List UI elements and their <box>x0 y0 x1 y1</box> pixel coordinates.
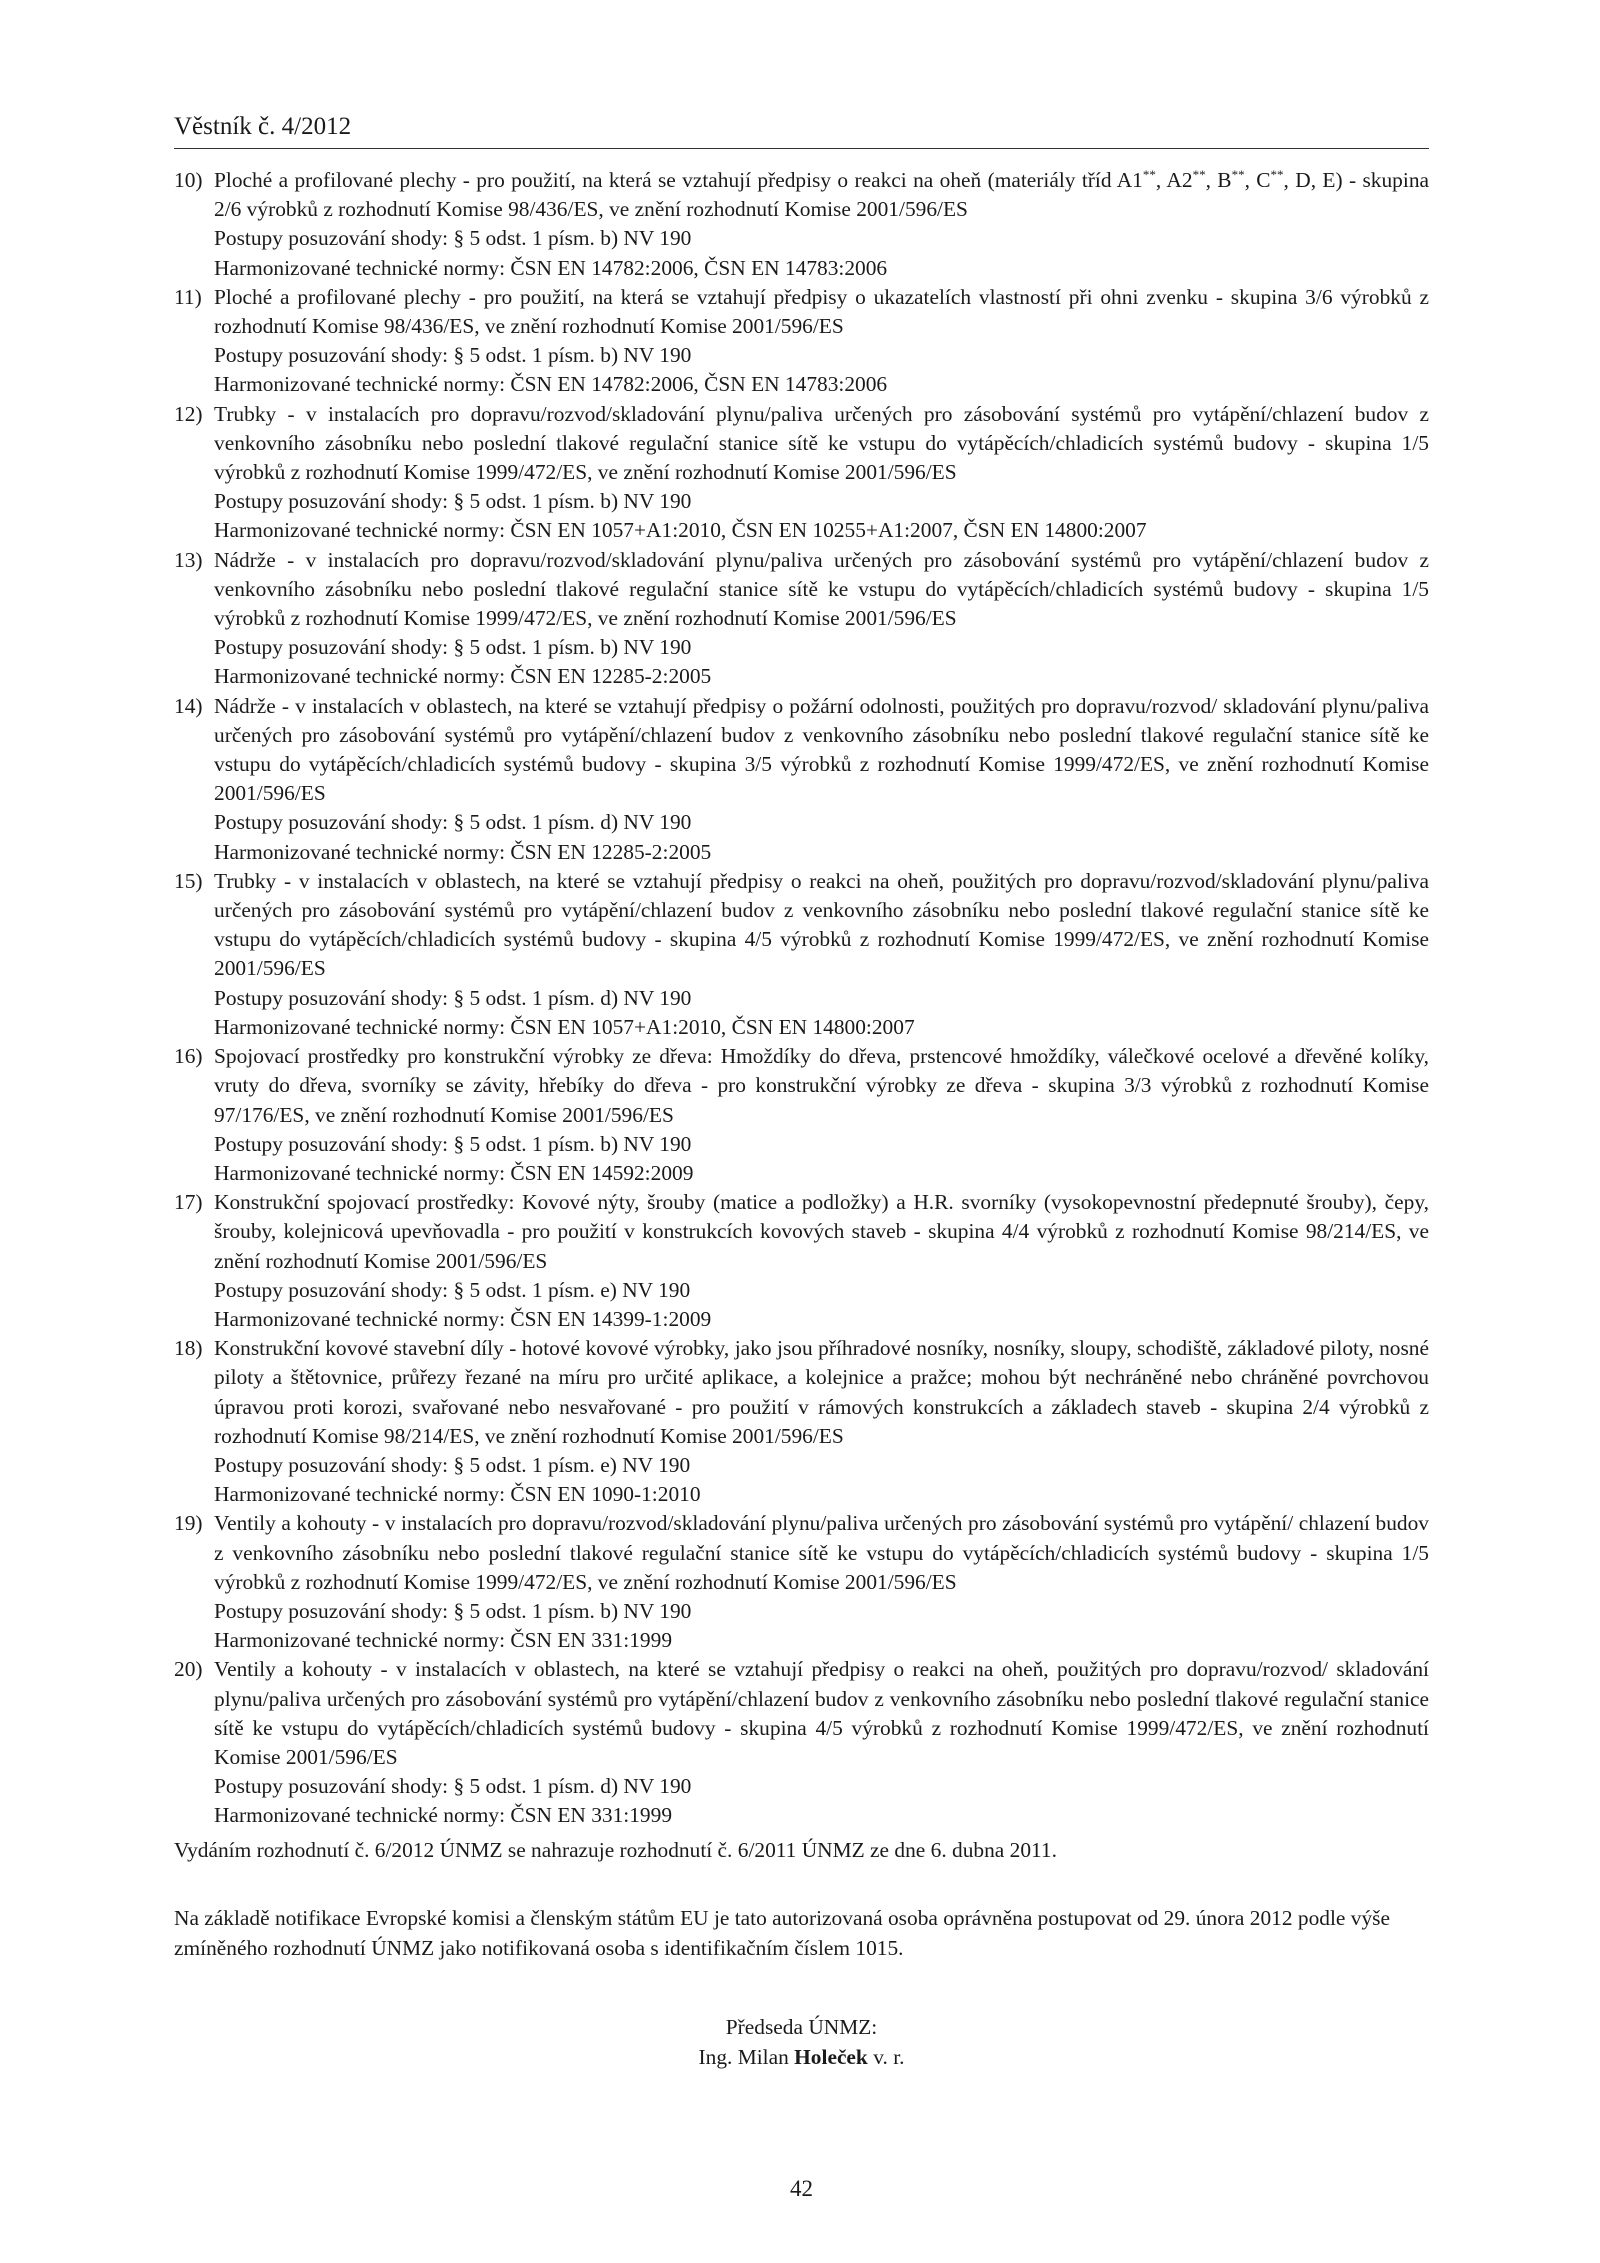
list-item <box>174 1509 1429 1655</box>
item-body <box>214 166 1429 283</box>
signature-role: Předseda ÚNMZ: <box>725 2015 878 2039</box>
item-description: Ploché a profilované plechy - pro použití, na která se vztahují předpisy o reakci na oheň (materiály tříd A1**, A2**, B**, C**, D, E) - skupina 2/6 výrobků z rozhodnutí Komise 98/436/ES, ve znění rozhodnutí Komise 2001/596/ES <box>214 166 1430 222</box>
item-procedure: Postupy posuzování shody: § 5 odst. 1 písm. d) NV 190 <box>214 985 692 1010</box>
item-description: Trubky - v instalacích pro dopravu/rozvod/skladování plynu/paliva určených pro zásobování systémů pro vytápění/chlazení budov z venkovního zásobníku nebo poslední tlakové regulační stanice sítě ke vstupu do vytápěcích/chladicích systémů budovy - skupina 1/5 výrobků z rozhodnutí Komise 1999/472/ES, ve znění rozhodnutí Komise 2001/596/ES <box>214 401 1429 485</box>
list-item <box>174 1334 1429 1509</box>
item-description: Nádrže - v instalacích pro dopravu/rozvod/skladování plynu/paliva určených pro zásobování systémů pro vytápění/chlazení budov z venkovního zásobníku nebo poslední tlakové regulační stanice sítě ke vstupu do vytápěcích/chladicích systémů budovy - skupina 1/5 výrobků z rozhodnutí Komise 1999/472/ES, ve znění rozhodnutí Komise 2001/596/ES <box>214 547 1429 631</box>
item-norms: Harmonizované technické normy: ČSN EN 14782:2006, ČSN EN 14783:2006 <box>214 255 888 280</box>
item-procedure: Postupy posuzování shody: § 5 odst. 1 písm. e) NV 190 <box>214 1452 691 1477</box>
list-item <box>174 1042 1429 1188</box>
list-item <box>174 867 1429 1042</box>
signature-block <box>174 2012 1429 2072</box>
item-description: Ventily a kohouty - v instalacích v oblastech, na které se vztahují předpisy o reakci na oheň, použitých pro dopravu/rozvod/ skladování plynu/paliva určených pro zásobování systémů pro vytápění/chlazení budov z venkovního zásobníku nebo poslední tlakové regulační stanice sítě ke vstupu do vytápěcích/chladicích systémů budovy - skupina 4/5 výrobků z rozhodnutí Komise 1999/472/ES, ve znění rozhodnutí Komise 2001/596/ES <box>214 1657 1429 1769</box>
journal-title: Věstník č. 4/2012 <box>174 113 352 140</box>
item-norms: Harmonizované technické normy: ČSN EN 12285-2:2005 <box>214 664 712 689</box>
item-number: 11) <box>174 284 202 309</box>
signature-name-prefix: Ing. Milan <box>698 2045 789 2069</box>
item-norms: Harmonizované technické normy: ČSN EN 14399-1:2009 <box>214 1306 712 1331</box>
signature-name-suffix: v. r. <box>873 2045 905 2069</box>
item-number: 16) <box>174 1044 203 1069</box>
page-header <box>174 112 1429 149</box>
item-procedure: Postupy posuzování shody: § 5 odst. 1 písm. b) NV 190 <box>214 343 692 368</box>
item-description: Ploché a profilované plechy - pro použití, na která se vztahují předpisy o ukazatelích vlastností při ohni zvenku - skupina 3/6 výrobků z rozhodnutí Komise 98/436/ES, ve znění rozhodnutí Komise 2001/596/ES <box>214 284 1429 339</box>
list-item <box>174 1188 1429 1334</box>
item-norms: Harmonizované technické normy: ČSN EN 14592:2009 <box>214 1160 694 1185</box>
item-body <box>214 400 1429 546</box>
item-number: 13) <box>174 547 203 572</box>
signature-name-surname: Holeček <box>794 2045 868 2069</box>
item-description: Trubky - v instalacích v oblastech, na které se vztahují předpisy o reakci na oheň, použitých pro dopravu/rozvod/skladování plynu/paliva určených pro zásobování systémů pro vytápění/chlazení budov z venkovního zásobníku nebo poslední tlakové regulační stanice sítě ke vstupu do vytápěcích/chladicích systémů budovy - skupina 4/5 výrobků z rozhodnutí Komise 1999/472/ES, ve znění rozhodnutí Komise 2001/596/ES <box>214 868 1429 981</box>
item-body <box>214 283 1429 400</box>
item-list <box>174 166 1429 1831</box>
item-number: 17) <box>174 1190 203 1215</box>
item-body <box>214 546 1429 692</box>
item-number: 10) <box>174 168 203 192</box>
item-norms: Harmonizované technické normy: ČSN EN 331:1999 <box>214 1803 673 1828</box>
item-number: 20) <box>174 1657 203 1682</box>
list-item <box>174 1655 1429 1830</box>
item-body <box>214 1334 1429 1509</box>
item-body <box>214 1655 1429 1830</box>
item-number: 18) <box>174 1336 203 1361</box>
signature-name <box>174 2042 1429 2072</box>
item-description: Nádrže - v instalacích v oblastech, na které se vztahují předpisy o požární odolnosti, použitých pro dopravu/rozvod/ skladování plynu/paliva určených pro zásobování systémů pro vytápění/chlazení budov z venkovního zásobníku nebo poslední tlakové regulační stanice sítě ke vstupu do vytápěcích/chladicích systémů budovy - skupina 3/5 výrobků z rozhodnutí Komise 1999/472/ES, ve znění rozhodnutí Komise 2001/596/ES <box>214 693 1429 806</box>
item-description: Spojovací prostředky pro konstrukční výrobky ze dřeva: Hmoždíky do dřeva, prstencové hmoždíky, válečkové ocelové a dřevěné kolíky, vruty do dřeva, svorníky se závity, hřebíky do dřeva - pro konstrukční výrobky ze dřeva - skupina 3/3 výrobků z rozhodnutí Komise 97/176/ES, ve znění rozhodnutí Komise 2001/596/ES <box>214 1044 1429 1127</box>
item-norms: Harmonizované technické normy: ČSN EN 1057+A1:2010, ČSN EN 14800:2007 <box>214 1014 915 1039</box>
page-number: 42 <box>790 2176 813 2201</box>
item-number: 19) <box>174 1511 203 1536</box>
item-body <box>214 867 1429 1042</box>
item-norms: Harmonizované technické normy: ČSN EN 331:1999 <box>214 1628 673 1653</box>
item-procedure: Postupy posuzování shody: § 5 odst. 1 písm. b) NV 190 <box>214 226 692 251</box>
item-norms: Harmonizované technické normy: ČSN EN 14782:2006, ČSN EN 14783:2006 <box>214 372 888 397</box>
item-procedure: Postupy posuzování shody: § 5 odst. 1 písm. b) NV 190 <box>214 1131 692 1156</box>
item-procedure: Postupy posuzování shody: § 5 odst. 1 písm. b) NV 190 <box>214 1598 692 1623</box>
list-item <box>174 546 1429 692</box>
item-description: Konstrukční kovové stavební díly - hotové kovové výrobky, jako jsou příhradové nosníky, nosníky, sloupy, schodiště, základové piloty, nosné piloty a štětovnice, průřezy řezané na míru pro určité aplikace, a kolejnice a pražce; mohou být nechráněné nebo chráněné povrchovou úpravou proti korozi, svařované nebo nesvařované - pro použití v rámových konstrukcích a základech staveb - skupina 2/4 výrobků z rozhodnutí Komise 98/214/ES, ve znění rozhodnutí Komise 2001/596/ES <box>214 1336 1429 1448</box>
item-norms: Harmonizované technické normy: ČSN EN 1090-1:2010 <box>214 1482 701 1507</box>
item-procedure: Postupy posuzování shody: § 5 odst. 1 písm. b) NV 190 <box>214 489 692 514</box>
item-body <box>214 692 1429 867</box>
list-item <box>174 283 1429 400</box>
item-description: Konstrukční spojovací prostředky: Kovové nýty, šrouby (matice a podložky) a H.R. svorníky (vysokopevnostní předepnuté šrouby), čepy, šrouby, kolejnicová upevňovadla - pro použití v konstrukcích kovových staveb - skupina 4/4 výrobků z rozhodnutí Komise 98/214/ES, ve znění rozhodnutí Komise 2001/596/ES <box>214 1190 1429 1273</box>
item-norms: Harmonizované technické normy: ČSN EN 12285-2:2005 <box>214 839 712 864</box>
item-number: 12) <box>174 401 203 426</box>
notification-paragraph: Na základě notifikace Evropské komisi a členským státům EU je tato autorizovaná osoba oprávněna postupovat od 29. února 2012 podle výše zmíněného rozhodnutí ÚNMZ jako notifikovaná osoba s identifikačním číslem 1015. <box>174 1906 1390 1960</box>
list-item <box>174 400 1429 546</box>
item-norms: Harmonizované technické normy: ČSN EN 1057+A1:2010, ČSN EN 10255+A1:2007, ČSN EN 14800:2007 <box>214 518 1147 543</box>
item-body <box>214 1188 1429 1334</box>
item-procedure: Postupy posuzování shody: § 5 odst. 1 písm. d) NV 190 <box>214 1774 692 1799</box>
item-procedure: Postupy posuzování shody: § 5 odst. 1 písm. b) NV 190 <box>214 635 692 660</box>
list-item <box>174 692 1429 867</box>
replacement-paragraph: Vydáním rozhodnutí č. 6/2012 ÚNMZ se nahrazuje rozhodnutí č. 6/2011 ÚNMZ ze dne 6. dubna 2011. <box>174 1838 1057 1862</box>
item-description: Ventily a kohouty - v instalacích pro dopravu/rozvod/skladování plynu/paliva určených pro zásobování systémů pro vytápění/ chlazení budov z venkovního zásobníku nebo poslední tlakové regulační stanice sítě ke vstupu do vytápěcích/chladicích systémů budovy - skupina 1/5 výrobků z rozhodnutí Komise 1999/472/ES, ve znění rozhodnutí Komise 2001/596/ES <box>214 1511 1429 1594</box>
list-item <box>174 166 1429 283</box>
item-number: 15) <box>174 868 203 893</box>
item-procedure: Postupy posuzování shody: § 5 odst. 1 písm. e) NV 190 <box>214 1277 691 1302</box>
item-body <box>214 1509 1429 1655</box>
item-number: 14) <box>174 693 203 718</box>
item-body <box>214 1042 1429 1188</box>
item-procedure: Postupy posuzování shody: § 5 odst. 1 písm. d) NV 190 <box>214 810 692 835</box>
